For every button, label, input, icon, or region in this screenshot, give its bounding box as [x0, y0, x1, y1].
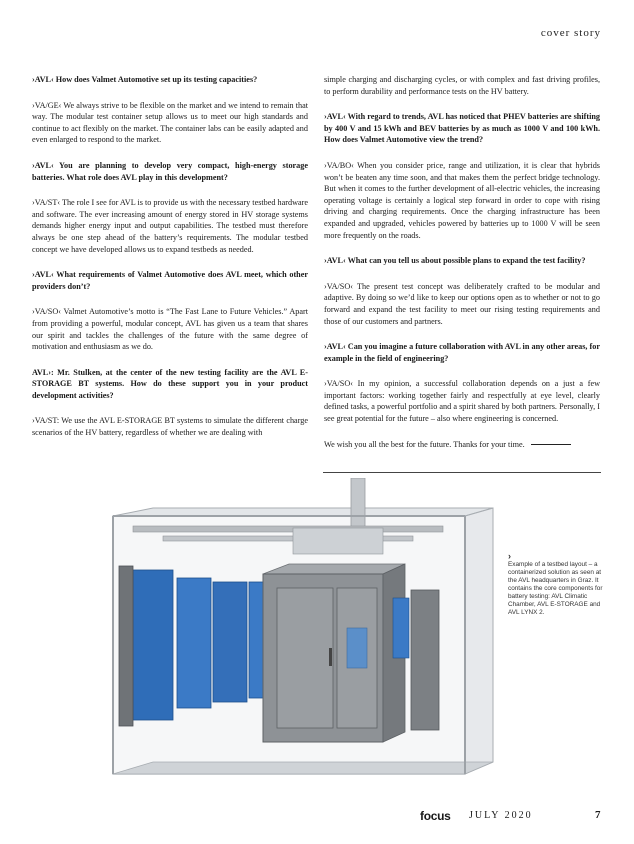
article-column-left — [32, 74, 308, 453]
figure-caption — [508, 552, 606, 617]
issue-date: JULY 2020 — [469, 810, 533, 821]
blue-cabinet — [213, 582, 247, 702]
answer-paragraph: ›VA/SO‹ Valmet Automotive’s motto is “The Fast Lane to Future Vehicles.” Apart from providing a powerful, modular concept, AVL has given us a team that shares our spirit and tackles the challenges of the future with the same degree of motivation and enthusiasm as we do. — [32, 307, 308, 352]
caption-text: Example of a testbed layout – a containerized solution as seen at the AVL headquarters in Graz. It contains the core components for battery testing: AVL Climatic Chamber, AVL E-STORAGE and AVL LYNX 2. — [508, 561, 603, 616]
side-cabinet-blue — [393, 598, 409, 658]
question-paragraph: ›AVL‹ You are planning to develop very compact, high-energy storage batteries. What role does AVL play in this development? — [32, 160, 308, 182]
answer-paragraph: simple charging and discharging cycles, or with complex and fast driving profiles, to perform durability and performance tests on the HV battery. — [324, 75, 600, 96]
overhead-pipe — [133, 526, 443, 532]
question-paragraph: AVL›: Mr. Stulken, at the center of the new testing facility are the AVL E-STORAGE BT systems. How do these support you in your product development activities? — [32, 367, 308, 400]
exhaust-stack — [351, 478, 365, 528]
caption-arrow-icon: › — [508, 551, 511, 561]
answer-paragraph: ›VA/SO‹ The present test concept was deliberately crafted to be modular and adaptive. By doing so we’d like to keep our options open as to whether or not to go forward and expand the test facility to meet our rising testing requirements and those of our customers and partners. — [324, 281, 600, 326]
container-top — [113, 508, 493, 516]
page-number: 7 — [595, 809, 601, 821]
overhead-duct — [293, 528, 383, 554]
container-floor — [113, 762, 493, 774]
end-mark — [531, 444, 571, 445]
closing-text: We wish you all the best for the future. Thanks for your time. — [324, 439, 525, 449]
question-paragraph: ›AVL‹ Can you imagine a future collaboration with AVL in any other areas, for example in the field of engineering? — [324, 342, 600, 363]
blue-cabinet — [133, 570, 173, 720]
answer-paragraph: ›VA/BO‹ When you consider price, range and utilization, it is clear that hybrids won’t be beaten any time soon, and that makes them the perfect bridge technology. But when it comes to the further development of all-electric vehicles, the increasing operating voltage is certainly a logical step forward in order to cope with rising driving and charging requirements. Once the charging infrastructure has been expanded and upgraded, vehicles powered by batteries up to 1000 V will be seen more frequently on the roads. — [324, 160, 600, 240]
answer-paragraph: ›VA/ST‹ The role I see for AVL is to provide us with the necessary testbed hardware and software. The ever increasing amount of energy stored in HV storage systems demands higher energy input and output capabilities. The testbed must therefore always be one step ahead of the battery’s requirements. The modular testbed concept we have developed allows us to expand testbeds as needed. — [32, 198, 308, 254]
article-column-right — [324, 74, 600, 464]
magazine-brand: focus — [420, 809, 451, 823]
grey-cabinet — [119, 566, 133, 726]
chamber-window — [347, 628, 367, 668]
question-paragraph: ›AVL‹ How does Valmet Automotive set up its testing capacities? — [32, 75, 258, 84]
answer-paragraph: ›VA/ST: We use the AVL E-STORAGE BT systems to simulate the different charge scenarios of the HV battery, regardless of whether we are dealing with — [32, 416, 308, 438]
answer-paragraph: ›VA/GE‹ We always strive to be flexible on the market and we intend to remain that way. The modular test container setup allows us to meet our high standards and continue to act flexibly on the market. The container labs can be easily adapted and even enlarged to respond to the market. — [32, 100, 308, 145]
question-paragraph: ›AVL‹ What can you tell us about possible plans to expand the test facility? — [324, 256, 586, 266]
question-paragraph: ›AVL‹ What requirements of Valmet Automotive does AVL meet, which other providers don’t? — [32, 270, 308, 291]
closing-paragraph — [324, 439, 600, 451]
side-cabinet — [411, 590, 439, 730]
page-footer — [0, 809, 634, 825]
testbed-container-illustration — [93, 478, 503, 786]
chamber-door — [277, 588, 333, 728]
section-label: cover story — [540, 27, 601, 39]
column-rule — [323, 472, 601, 473]
climatic-chamber-top — [263, 564, 405, 574]
answer-paragraph: ›VA/SO‹ In my opinion, a successful collaboration depends on a just a few important factors: working together fairly and respectfully at eye level, clearly defined tasks, a powerful portfolio and a spirit shared by both partners. Personally, I see great potential for the future – also where engineering is concerned. — [324, 379, 600, 424]
door-handle — [329, 648, 332, 666]
question-paragraph: ›AVL‹ With regard to trends, AVL has noticed that PHEV batteries are shifting by 400 V and 15 kWh and BEV batteries by as much as 1000 V and 100 kWh. How does Valmet Automotive view the trend? — [324, 112, 600, 145]
blue-cabinet — [177, 578, 211, 708]
container-side — [465, 508, 493, 774]
